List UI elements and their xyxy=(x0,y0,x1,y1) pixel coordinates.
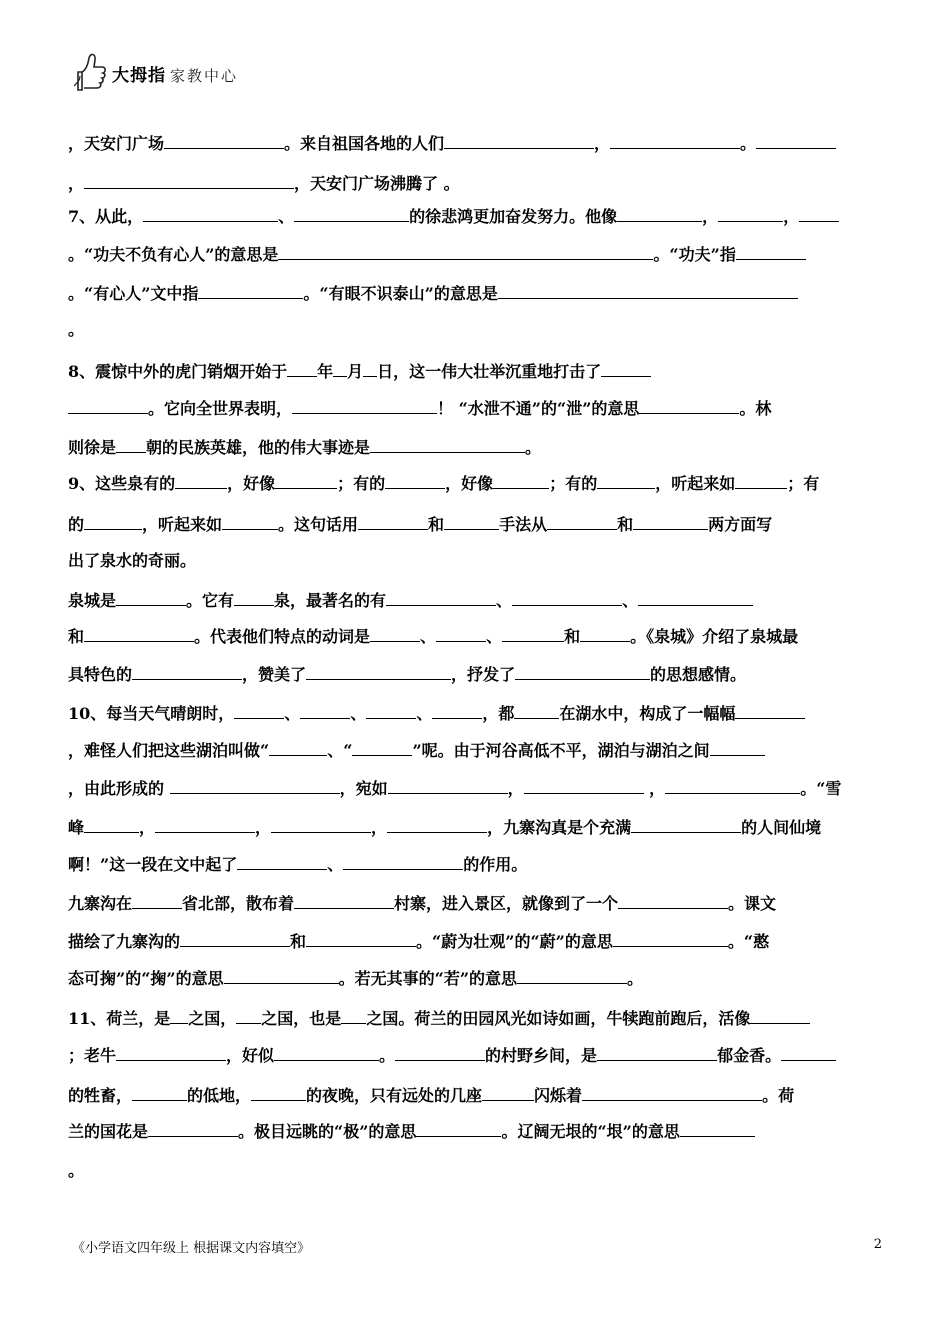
line-text: 。这句话用 xyxy=(278,515,359,534)
line-text: 的村野乡间，是 xyxy=(485,1046,598,1065)
line-text: ， xyxy=(507,779,524,798)
worksheet-line xyxy=(68,892,776,915)
blank-fill-field[interactable] xyxy=(306,930,416,947)
blank-fill-field[interactable] xyxy=(601,360,651,377)
blank-fill-field[interactable] xyxy=(198,282,303,299)
worksheet-line xyxy=(68,625,798,648)
worksheet-line xyxy=(68,1084,794,1107)
blank-fill-field[interactable] xyxy=(514,702,559,719)
worksheet-line xyxy=(68,1160,84,1182)
line-text: ，都 xyxy=(482,704,515,723)
blank-fill-field[interactable] xyxy=(735,702,805,719)
blank-fill-field[interactable] xyxy=(718,205,783,222)
line-text: 的夜晚，只有远处的几座 xyxy=(306,1086,483,1105)
line-text: 7、从此， xyxy=(68,207,144,226)
line-text: 、 xyxy=(284,704,301,723)
blank-fill-field[interactable] xyxy=(370,436,525,453)
blank-fill-field[interactable] xyxy=(343,853,463,870)
worksheet-line xyxy=(68,436,541,459)
line-text: 峰 xyxy=(68,818,85,837)
line-text: 、 xyxy=(622,591,639,610)
blank-fill-field[interactable] xyxy=(170,1007,188,1024)
line-text: 则徐是 xyxy=(68,438,117,457)
worksheet-line xyxy=(68,853,527,876)
line-text: ，听起来如 xyxy=(142,515,223,534)
blank-fill-field[interactable] xyxy=(580,625,630,642)
blank-fill-field[interactable] xyxy=(386,589,496,606)
line-text: 。“憨 xyxy=(727,932,770,951)
blank-fill-field[interactable] xyxy=(512,589,622,606)
blank-fill-field[interactable] xyxy=(341,1007,366,1024)
blank-fill-field[interactable] xyxy=(236,1007,261,1024)
blank-fill-field[interactable] xyxy=(750,1007,810,1024)
line-text: 泉城是 xyxy=(68,591,117,610)
blank-fill-field[interactable] xyxy=(222,513,278,530)
blank-fill-field[interactable] xyxy=(116,589,186,606)
blank-fill-field[interactable] xyxy=(388,777,508,794)
line-text: 之国，也是 xyxy=(261,1009,342,1028)
line-text: 月 xyxy=(347,362,364,381)
blank-fill-field[interactable] xyxy=(363,360,377,377)
line-text: 日，这一伟大壮举沉重地打击了 xyxy=(377,362,602,381)
line-text: 和 xyxy=(617,515,634,534)
line-text: 8、震惊中外的虎门销烟开始于 xyxy=(68,362,288,381)
blank-fill-field[interactable] xyxy=(175,472,227,489)
blank-fill-field[interactable] xyxy=(735,472,787,489)
line-text: 和 xyxy=(564,627,581,646)
blank-fill-field[interactable] xyxy=(155,816,255,833)
line-text: 。“雪 xyxy=(800,779,842,798)
blank-fill-field[interactable] xyxy=(68,397,148,414)
line-text: 、 xyxy=(486,627,503,646)
blank-fill-field[interactable] xyxy=(164,132,284,149)
blank-fill-field[interactable] xyxy=(84,513,142,530)
blank-fill-field[interactable] xyxy=(710,739,765,756)
blank-fill-field[interactable] xyxy=(370,625,420,642)
blank-fill-field[interactable] xyxy=(515,663,650,680)
line-text: 。辽阔无垠的“垠”的意思 xyxy=(501,1122,680,1141)
line-text: 之国。荷兰的田园风光如诗如画，牛犊跑前跑后，活像 xyxy=(366,1009,751,1028)
line-text: ， xyxy=(371,818,388,837)
blank-fill-field[interactable] xyxy=(680,1120,755,1137)
line-text: 。“蔚为壮观”的“蔚”的意思 xyxy=(416,932,613,951)
line-text: 出了泉水的奇丽。 xyxy=(68,551,197,570)
line-text: ，宛如 xyxy=(339,779,388,798)
blank-fill-field[interactable] xyxy=(237,853,327,870)
blank-fill-field[interactable] xyxy=(143,205,278,222)
worksheet-line xyxy=(68,172,460,195)
line-text: 。 xyxy=(68,1161,85,1180)
line-text: ，赞美了 xyxy=(242,665,307,684)
blank-fill-field[interactable] xyxy=(385,472,445,489)
blank-fill-field[interactable] xyxy=(613,930,728,947)
line-text: 描绘了九寨沟的 xyxy=(68,932,181,951)
line-text: 。荷 xyxy=(762,1086,795,1105)
line-text: 、“ xyxy=(327,741,353,760)
line-text: 的思想感情。 xyxy=(650,665,747,684)
blank-fill-field[interactable] xyxy=(665,777,800,794)
blank-fill-field[interactable] xyxy=(524,777,644,794)
blank-fill-field[interactable] xyxy=(251,1084,306,1101)
worksheet-line xyxy=(68,1120,755,1143)
line-text: 态可掬”的“掬”的意思 xyxy=(68,969,224,988)
line-text: 。它向全世界表明， xyxy=(148,399,293,418)
blank-fill-field[interactable] xyxy=(597,472,655,489)
footer-title: 《小学语文四年级上 根据课文内容填空》 xyxy=(72,1241,311,1256)
worksheet-line xyxy=(68,702,805,725)
line-text: ， xyxy=(68,174,85,193)
line-text: 的低地， xyxy=(187,1086,252,1105)
blank-fill-field[interactable] xyxy=(517,967,627,984)
line-text: ，抒发了 xyxy=(451,665,516,684)
line-text: ；有的 xyxy=(337,474,386,493)
line-text: ，难怪人们把这些湖泊叫做“ xyxy=(68,741,270,760)
line-text: 9、这些泉有的 xyxy=(68,474,176,493)
line-text: ，天安门广场沸腾了 。 xyxy=(294,174,460,193)
blank-fill-field[interactable] xyxy=(498,282,798,299)
line-text: 的人间仙境 xyxy=(741,818,822,837)
blank-fill-field[interactable] xyxy=(292,397,437,414)
worksheet-line xyxy=(68,589,753,612)
line-text: 。来自祖国各地的人们 xyxy=(284,134,445,153)
blank-fill-field[interactable] xyxy=(387,816,487,833)
brand-subtitle: 家教中心 xyxy=(170,67,239,85)
worksheet-line xyxy=(68,777,841,800)
blank-fill-field[interactable] xyxy=(736,243,806,260)
line-text: 。代表他们特点的动词是 xyxy=(194,627,371,646)
worksheet-line xyxy=(68,1007,810,1030)
blank-fill-field[interactable] xyxy=(493,472,549,489)
blank-fill-field[interactable] xyxy=(234,702,284,719)
line-text: 、 xyxy=(278,207,295,226)
blank-fill-field[interactable] xyxy=(366,702,416,719)
blank-fill-field[interactable] xyxy=(306,663,451,680)
blank-fill-field[interactable] xyxy=(84,816,139,833)
line-text: ，好似 xyxy=(226,1046,275,1065)
worksheet-line xyxy=(68,663,746,686)
line-text: 、 xyxy=(420,627,437,646)
worksheet-line xyxy=(68,397,771,420)
blank-fill-field[interactable] xyxy=(756,132,836,149)
line-text: 、 xyxy=(327,855,344,874)
line-text: 。“有心人”文中指 xyxy=(68,284,199,303)
line-text: 的 xyxy=(68,515,85,534)
line-text: ， xyxy=(783,207,800,226)
blank-fill-field[interactable] xyxy=(597,1044,717,1061)
worksheet-line xyxy=(68,550,196,572)
blank-fill-field[interactable] xyxy=(271,816,371,833)
blank-fill-field[interactable] xyxy=(132,663,242,680)
blank-fill-field[interactable] xyxy=(116,1044,226,1061)
line-text: 闪烁着 xyxy=(534,1086,583,1105)
blank-fill-field[interactable] xyxy=(269,739,327,756)
blank-fill-field[interactable] xyxy=(275,472,337,489)
blank-fill-field[interactable] xyxy=(294,892,394,909)
blank-fill-field[interactable] xyxy=(224,967,339,984)
blank-fill-field[interactable] xyxy=(352,739,412,756)
thumbs-up-icon xyxy=(72,50,108,92)
line-text: 泉，最著名的有 xyxy=(274,591,387,610)
line-text: 和 xyxy=(428,515,445,534)
line-text: 啊！”这一段在文中起了 xyxy=(68,855,238,874)
worksheet-line xyxy=(68,513,772,536)
blank-fill-field[interactable] xyxy=(781,1044,836,1061)
line-text: 省北部，散布着 xyxy=(182,894,295,913)
line-text: ；有 xyxy=(787,474,820,493)
blank-fill-field[interactable] xyxy=(294,205,409,222)
line-text: 手法从 xyxy=(499,515,548,534)
line-text: 。它有 xyxy=(186,591,235,610)
line-text: ；老牛 xyxy=(68,1046,117,1065)
line-text: 的作用。 xyxy=(463,855,528,874)
line-text: 和 xyxy=(68,627,85,646)
line-text: 、 xyxy=(416,704,433,723)
worksheet-line xyxy=(68,282,798,305)
worksheet-line xyxy=(68,930,769,953)
blank-fill-field[interactable] xyxy=(333,360,347,377)
line-text: ，好像 xyxy=(227,474,276,493)
blank-fill-field[interactable] xyxy=(633,513,708,530)
blank-fill-field[interactable] xyxy=(395,1044,485,1061)
blank-fill-field[interactable] xyxy=(444,132,594,149)
line-text: ”呢。由于河谷高低不平，湖泊与湖泊之间 xyxy=(412,741,710,760)
blank-fill-field[interactable] xyxy=(631,816,741,833)
line-text: 。“有眼不识泰山”的意思是 xyxy=(303,284,498,303)
blank-fill-field[interactable] xyxy=(180,930,290,947)
line-text: 九寨沟在 xyxy=(68,894,133,913)
line-text: 兰的国花是 xyxy=(68,1122,149,1141)
blank-fill-field[interactable] xyxy=(132,1084,187,1101)
line-text: 。 xyxy=(627,969,644,988)
line-text: 。“功夫”指 xyxy=(653,245,736,264)
line-text: 和 xyxy=(290,932,307,951)
line-text: 。 xyxy=(379,1046,396,1065)
worksheet-line xyxy=(68,967,643,990)
page-number: 2 xyxy=(873,1237,882,1252)
blank-fill-field[interactable] xyxy=(274,1044,379,1061)
blank-fill-field[interactable] xyxy=(638,589,753,606)
blank-fill-field[interactable] xyxy=(444,513,499,530)
worksheet-line xyxy=(68,319,84,341)
blank-fill-field[interactable] xyxy=(300,702,350,719)
blank-fill-field[interactable] xyxy=(170,777,340,794)
line-text: ， xyxy=(643,779,666,798)
line-text: 、 xyxy=(350,704,367,723)
line-text: ，九寨沟真是个充满 xyxy=(487,818,632,837)
blank-fill-field[interactable] xyxy=(416,1120,501,1137)
line-text: ！ “水泄不通”的“泄”的意思 xyxy=(437,399,640,418)
line-text: 在湖水中，构成了一幅幅 xyxy=(559,704,736,723)
line-text: 。 xyxy=(68,320,85,339)
blank-fill-field[interactable] xyxy=(610,132,740,149)
line-text: 10、每当天气晴朗时， xyxy=(68,704,235,723)
line-text: ，天安门广场 xyxy=(68,134,165,153)
line-text: 。极目远眺的“极”的意思 xyxy=(238,1122,417,1141)
blank-fill-field[interactable] xyxy=(799,205,839,222)
worksheet-line xyxy=(68,816,821,839)
blank-fill-field[interactable] xyxy=(482,1084,534,1101)
worksheet-line xyxy=(68,360,651,383)
blank-fill-field[interactable] xyxy=(278,243,653,260)
blank-fill-field[interactable] xyxy=(116,436,146,453)
line-text: 11、荷兰，是 xyxy=(68,1009,171,1028)
blank-fill-field[interactable] xyxy=(547,513,617,530)
worksheet-line xyxy=(68,472,819,495)
line-text: ；有的 xyxy=(549,474,598,493)
line-text: ，听起来如 xyxy=(655,474,736,493)
line-text: ， xyxy=(702,207,719,226)
line-text: 的徐悲鸿更加奋发努力。他像 xyxy=(409,207,618,226)
line-text: 两方面写 xyxy=(708,515,773,534)
line-text: 具特色的 xyxy=(68,665,133,684)
line-text: ，好像 xyxy=(445,474,494,493)
line-text: ，由此形成的 xyxy=(68,779,170,798)
blank-fill-field[interactable] xyxy=(436,625,486,642)
blank-fill-field[interactable] xyxy=(84,625,194,642)
blank-fill-field[interactable] xyxy=(234,589,274,606)
blank-fill-field[interactable] xyxy=(358,513,428,530)
line-text: 。《泉城》介绍了泉城最 xyxy=(630,627,799,646)
header xyxy=(72,48,238,92)
line-text: 朝的民族英雄，他的伟大事迹是 xyxy=(146,438,371,457)
worksheet-line xyxy=(68,132,836,155)
worksheet-line xyxy=(68,1044,836,1067)
line-text: 。 xyxy=(525,438,542,457)
line-text: 年 xyxy=(317,362,334,381)
worksheet-line xyxy=(68,243,806,266)
blank-fill-field[interactable] xyxy=(502,625,564,642)
worksheet-line xyxy=(68,205,839,228)
brand-name: 大拇指 xyxy=(112,66,166,86)
line-text: 、 xyxy=(496,591,513,610)
blank-fill-field[interactable] xyxy=(84,172,294,189)
line-text: 郁金香。 xyxy=(717,1046,782,1065)
worksheet-line xyxy=(68,739,765,762)
line-text: 。课文 xyxy=(728,894,777,913)
line-text: 村寨，进入景区，就像到了一个 xyxy=(394,894,619,913)
blank-fill-field[interactable] xyxy=(618,892,728,909)
line-text: 。“功夫不负有心人”的意思是 xyxy=(68,245,279,264)
blank-fill-field[interactable] xyxy=(617,205,702,222)
line-text: ， xyxy=(255,818,272,837)
line-text: ， xyxy=(594,134,611,153)
blank-fill-field[interactable] xyxy=(639,397,739,414)
blank-fill-field[interactable] xyxy=(432,702,482,719)
blank-fill-field[interactable] xyxy=(132,892,182,909)
blank-fill-field[interactable] xyxy=(287,360,317,377)
blank-fill-field[interactable] xyxy=(582,1084,762,1101)
line-text: 的牲畜， xyxy=(68,1086,133,1105)
line-text: 。若无其事的“若”的意思 xyxy=(338,969,518,988)
line-text: 之国， xyxy=(188,1009,237,1028)
line-text: ， xyxy=(139,818,156,837)
blank-fill-field[interactable] xyxy=(148,1120,238,1137)
line-text: 。林 xyxy=(739,399,772,418)
line-text: 。 xyxy=(740,134,757,153)
